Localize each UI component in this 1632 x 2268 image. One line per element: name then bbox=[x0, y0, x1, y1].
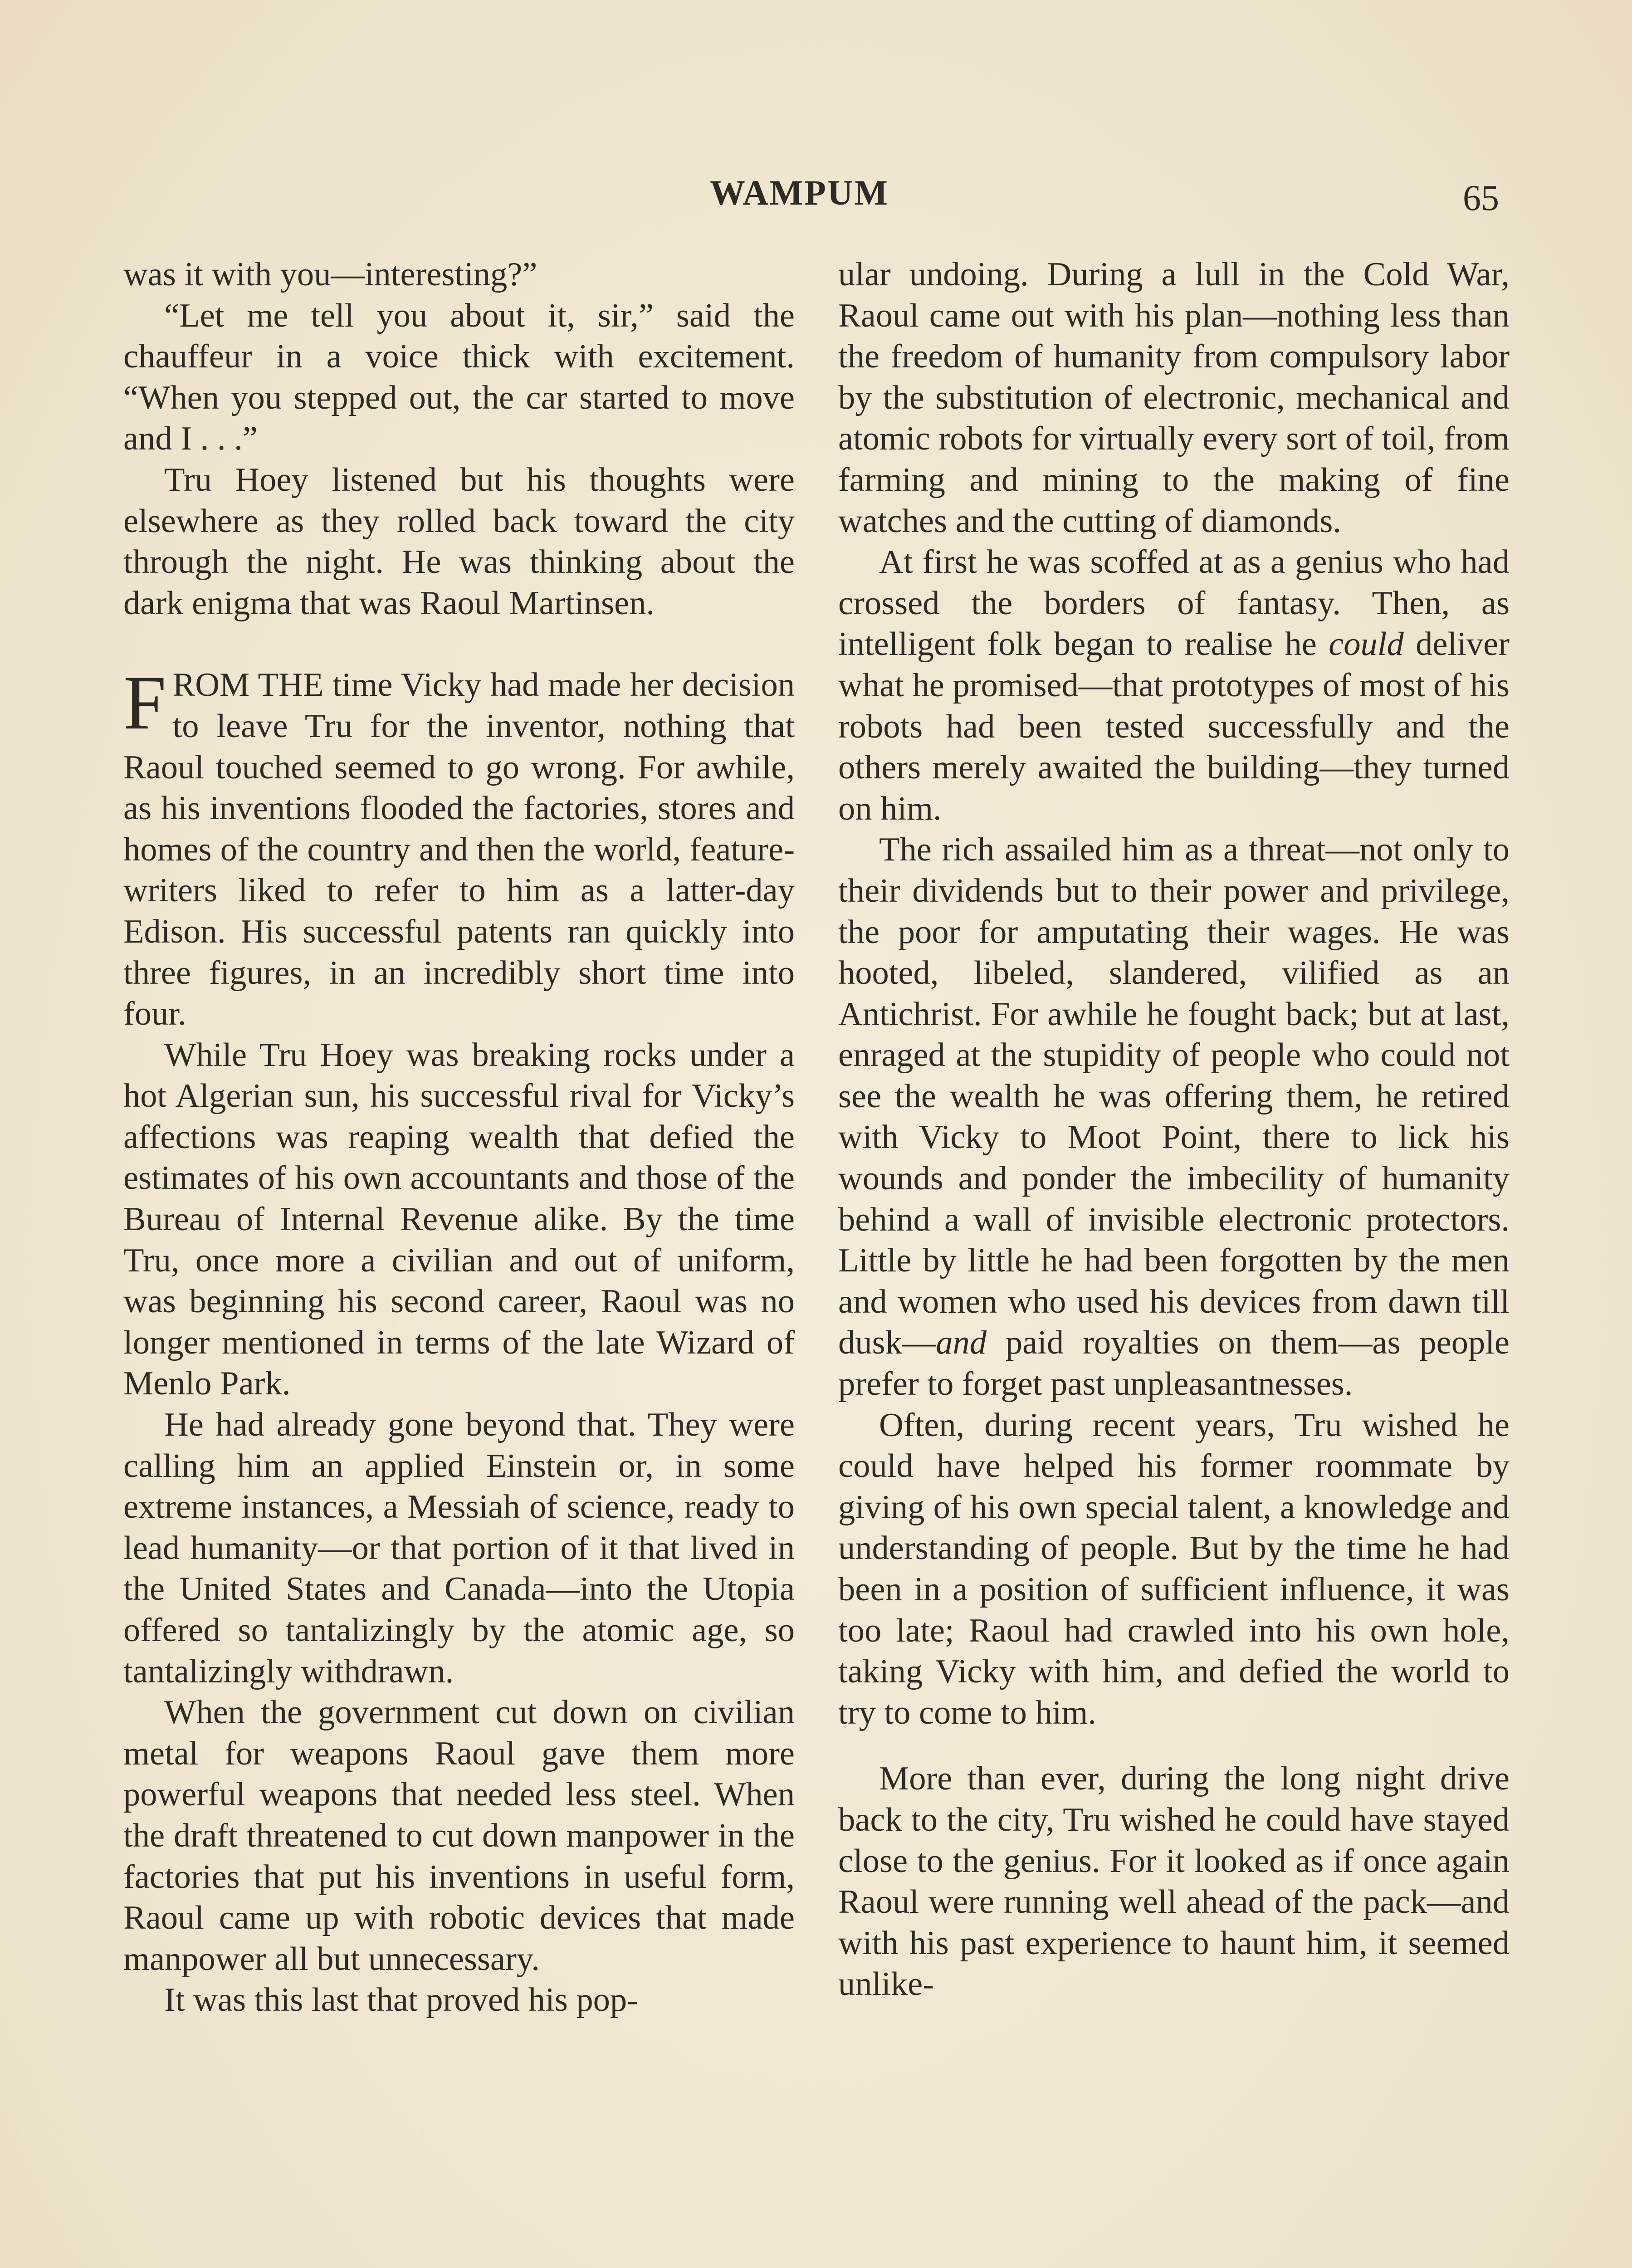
paragraph: ular undoing. During a lull in the Cold War, Raoul came out with his plan—nothing less than the freedom of humanity from compulsory labor by the substitution of electronic, mechanical and atomic robots for virtually every sort of toil, from farming and mining to the making of fine watches and the cutting of diamonds. bbox=[838, 256, 1510, 540]
left-column bbox=[123, 254, 795, 2021]
page-number: 65 bbox=[1463, 178, 1499, 218]
paragraph-text: deliver what he promised—that prototypes of most of his robots had been tested successfully and the others merely awaited the building—they turned on him. bbox=[838, 626, 1510, 827]
section-opening-paragraph bbox=[123, 660, 795, 1034]
paragraph: Often, during recent years, Tru wished he could have helped his former roommate by giving of his own special talent, a knowledge and understanding of people. But by the time he had been in a position of sufficient influence, it was too late; Raoul had crawled into his own hole, taking Vicky with him, and defied the world to try to come to him. bbox=[838, 1406, 1510, 1731]
paragraph: When the government cut down on civilian metal for weapons Raoul gave them more powerful weapons that needed less steel. When the draft threatened to cut down manpower in the factories that put his inventions in useful form, Raoul came up with robotic devices that made manpower all but unnecessary. bbox=[123, 1694, 795, 1978]
running-head: WAMPUM bbox=[710, 173, 889, 212]
emphasis: could bbox=[1329, 626, 1404, 663]
drop-cap: F bbox=[123, 660, 166, 746]
emphasis: and bbox=[936, 1324, 987, 1362]
paragraph: More than ever, during the long night drive back to the city, Tru wished he could have stayed close to the genius. For it looked as if once again Raoul were running well ahead of the pack—and with his past experience to haunt him, it seemed unlike- bbox=[838, 1760, 1510, 2003]
paragraph-text: paid royalties on them—as people prefer to forget past unpleasantnesses. bbox=[838, 1324, 1510, 1403]
paragraph: was it with you—interesting?” bbox=[123, 256, 537, 293]
paragraph bbox=[838, 829, 1510, 1404]
right-column bbox=[838, 254, 1510, 2005]
paragraph: It was this last that proved his pop- bbox=[164, 1981, 638, 2019]
paragraph-text: The rich assailed him as a threat—not only to their dividends but to their power and privilege, the poor for amputating their wages. He was hooted, libeled, slandered, vilified as an Antichrist. For awhile he fought back; but at last, enraged at the stupidity of people who could not see the wealth he was offering them, he retired with Vicky to Moot Point, there to lick his wounds and ponder the imbecility of humanity behind a wall of invisible electronic protectors. Little by little he had been forgotten by the men and women who used his devices from dawn till dusk— bbox=[838, 831, 1510, 1362]
paragraph: While Tru Hoey was breaking rocks under a hot Algerian sun, his successful rival for Vicky’s affections was reaping wealth that defied the estimates of his own accountants and those of the Bureau of Internal Revenue alike. By the time Tru, once more a civilian and out of uniform, was beginning his second career, Raoul was no longer mentioned in terms of the late Wizard of Menlo Park. bbox=[123, 1036, 795, 1403]
paragraph: Tru Hoey listened but his thoughts were elsewhere as they rolled back toward the city through the night. He was thinking about the dark enigma that was Raoul Martinsen. bbox=[123, 461, 795, 622]
paragraph: He had already gone beyond that. They were calling him an applied Einstein or, in some extreme instances, a Messiah of science, ready to lead humanity—or that portion of it that lived in the United States and Canada—into the Utopia offered so tantalizingly by the atomic age, so tantalizingly withdrawn. bbox=[123, 1406, 795, 1690]
paragraph-text: At first he was scoffed at as a genius who had crossed the borders of fantasy. Then, as intelligent folk began to realise he bbox=[838, 543, 1510, 663]
paragraph bbox=[838, 542, 1510, 829]
paragraph-text: ROM THE time Vicky had made her decision to leave Tru for the inventor, nothing that Raoul touched seemed to go wrong. For awhile, as his inventions flooded the factories, stores and homes of the country and then the world, feature-writers liked to refer to him as a latter-day Edison. His successful patents ran quickly into three figures, in an incredibly short time into four. bbox=[123, 666, 795, 1033]
paragraph: “Let me tell you about it, sir,” said the chauffeur in a voice thick with excitement. “When you stepped out, the car started to move and I . . .” bbox=[123, 297, 795, 458]
